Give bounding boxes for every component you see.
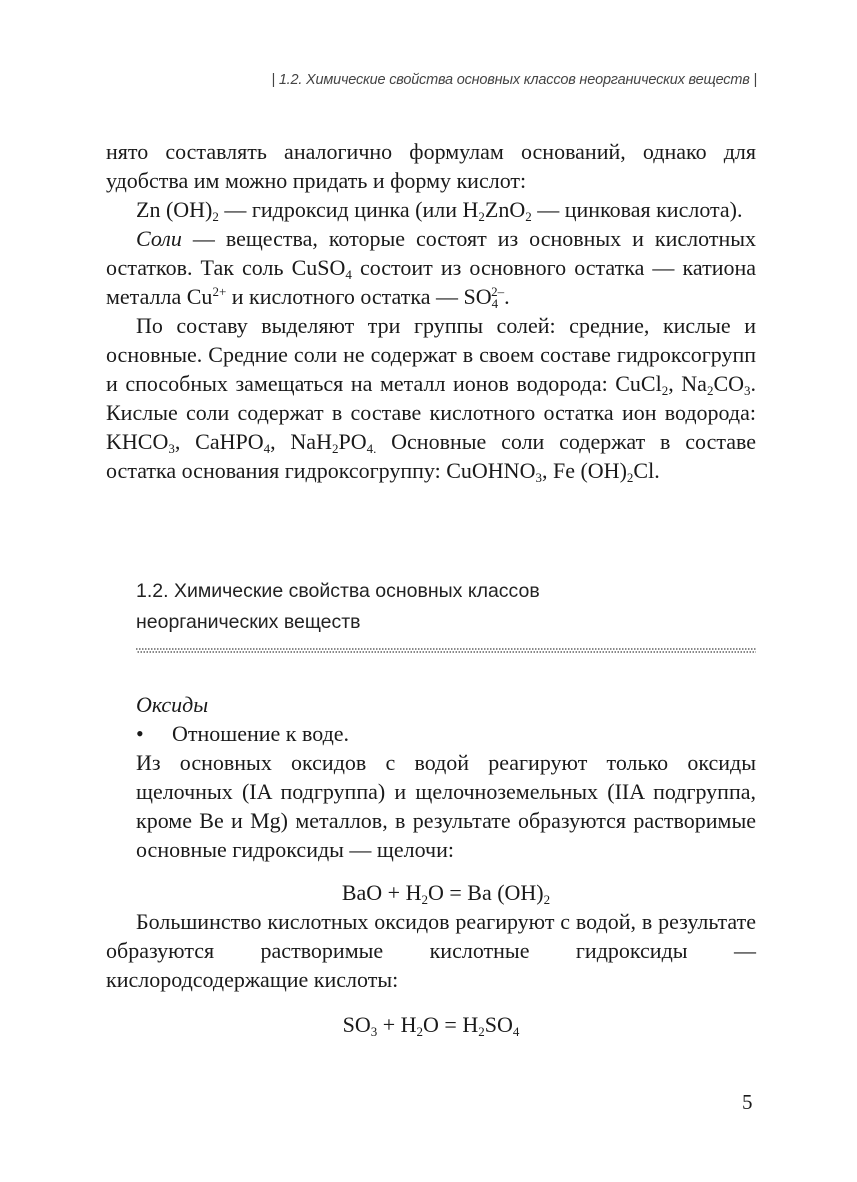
paragraph-zinc-hydroxide: Zn $(OH)_2$ — гидроксид цинка (или $H_2ZnO_2$ — цинковая кислота). (136, 197, 743, 224)
bullet-marker: • (136, 721, 144, 746)
paragraph-basic-oxides: Из основных оксидов с водой реагируют только оксиды щелочных (IA подгруппа) и щелочноземельных (IIA подгруппа, кроме Be и Mg) металлов, в результате образуются растворимые основные гидроксиды — щелочи: (136, 750, 756, 862)
subheading-oxides: Оксиды (136, 692, 209, 717)
section-heading-line1: 1.2. Химические свойства основных классов (136, 580, 540, 602)
body-text-acidic (106, 907, 756, 1039)
equation-so3: $SO_3 + H_2O = H_2SO_4$ (342, 1012, 520, 1039)
page-number: 5 (742, 1090, 753, 1114)
term-salts: Соли (136, 226, 182, 251)
body-text-section (136, 690, 756, 919)
running-header: | 1.2. Химические свойства основных классов неорганических веществ | (271, 72, 757, 88)
equation-bao: BaO + $H_2O = Ba$ $(OH)_2$ (341, 880, 551, 907)
paragraph-salt-groups: По составу выделяют три группы солей: средние, кислые и основные. Средние соли не содержат в своем составе гидроксогрупп и способных замещаться на металл ионов водорода: CuCl$_2$, $Na_2CO_3$. Кислые соли содержат в составе кислотного остатка ион водорода: $KHCO_3$, CaHPO$_4$, $NaH_2PO_{4.}$ Основные соли содержат в составе остатка основания гидроксогруппу: CuOHNO$_3$, Fe $(OH)_2Cl$. (106, 313, 756, 485)
paragraph-acidic-oxides: Большинство кислотных оксидов реагируют с водой, в результате образуются растворимые кислотные гидроксиды — кислородсодержащие кислоты: (106, 909, 756, 992)
bullet-text: Отношение к воде. (172, 721, 350, 746)
section-divider (136, 648, 756, 653)
body-text-top (106, 137, 756, 485)
bullet-item (136, 719, 756, 748)
paragraph-continuation: нято составлять аналогично формулам оснований, однако для удобства им можно придать и форму кислот: (106, 139, 756, 193)
paragraph-salts-definition: Соли — вещества, которые состоят из основных и кислотных остатков. Так соль CuSO$_4$ состоит из основного остатка — катиона металла $Cu^{2+}$ и кислотного остатка — $SO_4^{2-}$. (106, 226, 757, 311)
section-heading-line2: неорганических веществ (136, 611, 361, 633)
section-heading (136, 576, 540, 638)
